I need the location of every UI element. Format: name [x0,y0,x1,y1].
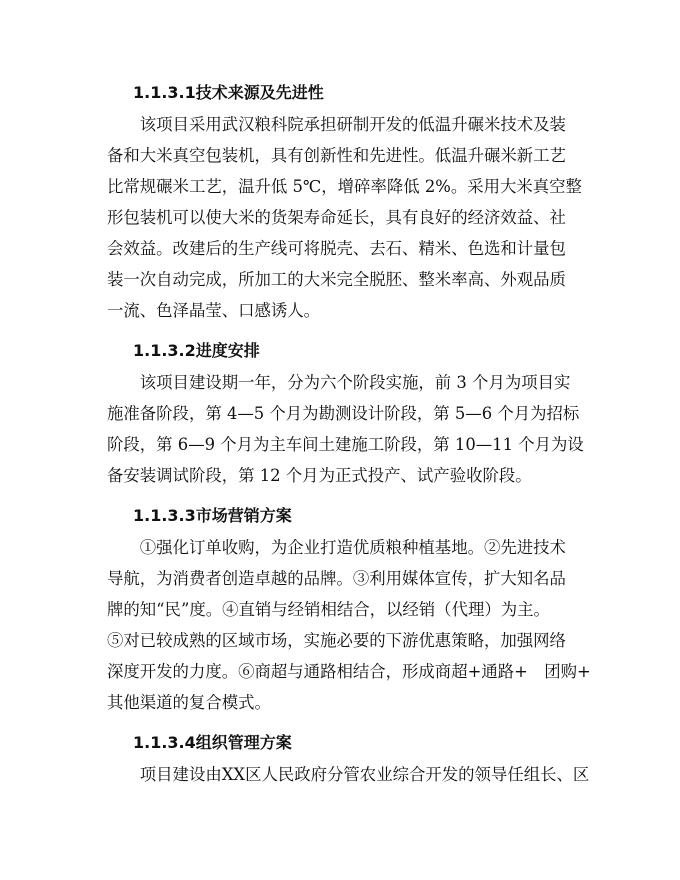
section-heading-1-1-3-2: 1.1.3.2进度安排 [133,341,260,360]
section-heading-1-1-3-4: 1.1.3.4组织管理方案 [133,733,292,752]
section-heading-1-1-3-1: 1.1.3.1技术来源及先进性 [133,83,324,102]
paragraph-line: 阶段，第 6—9 个月为主车间土建施工阶段，第 10—11 个月为设 [107,435,584,454]
paragraph-line: 一流、色泽晶莹、口感诱人。 [107,301,321,320]
paragraph-line: 施准备阶段，第 4—5 个月为勘测设计阶段，第 5—6 个月为招标 [107,404,580,423]
paragraph-line: 导航，为消费者创造卓越的品牌。③利用媒体宣传，扩大知名品 [107,569,566,588]
paragraph-line: 深度开发的力度。⑥商超与通路相结合，形成商超+通路+ 团购+ [107,662,591,681]
paragraph-line: 项目建设由XX区人民政府分管农业综合开发的领导任组长、区 [107,765,590,784]
paragraph-line: 形包装机可以使大米的货架寿命延长，具有良好的经济效益、社 [107,208,566,227]
paragraph-line: 比常规碾米工艺，温升低 5℃，增碎率降低 2%。采用大米真空整 [107,177,582,196]
paragraph-line: 牌的知“民”度。④直销与经销相结合，以经销（代理）为主。 [107,600,550,619]
paragraph-line: ⑤对已较成熟的区域市场，实施必要的下游优惠策略，加强网络 [107,631,566,650]
paragraph-line: 该项目采用武汉粮科院承担研制开发的低温升碾米技术及装 [107,115,566,134]
paragraph-line: 备安装调试阶段，第 12 个月为正式投产、试产验收阶段。 [107,466,532,485]
paragraph-line: 会效益。改建后的生产线可将脱壳、去石、精米、色选和计量包 [107,239,566,258]
section-heading-1-1-3-3: 1.1.3.3市场营销方案 [133,506,292,525]
paragraph-line: 其他渠道的复合模式。 [107,693,271,712]
paragraph-line: ①强化订单收购，为企业打造优质粮种植基地。②先进技术 [107,538,566,557]
paragraph-line: 该项目建设期一年，分为六个阶段实施，前 3 个月为项目实 [107,373,571,392]
paragraph-line: 备和大米真空包装机，具有创新性和先进性。低温升碾米新工艺 [107,146,566,165]
paragraph-line: 装一次自动完成，所加工的大米完全脱胚、整米率高、外观品质 [107,270,566,289]
